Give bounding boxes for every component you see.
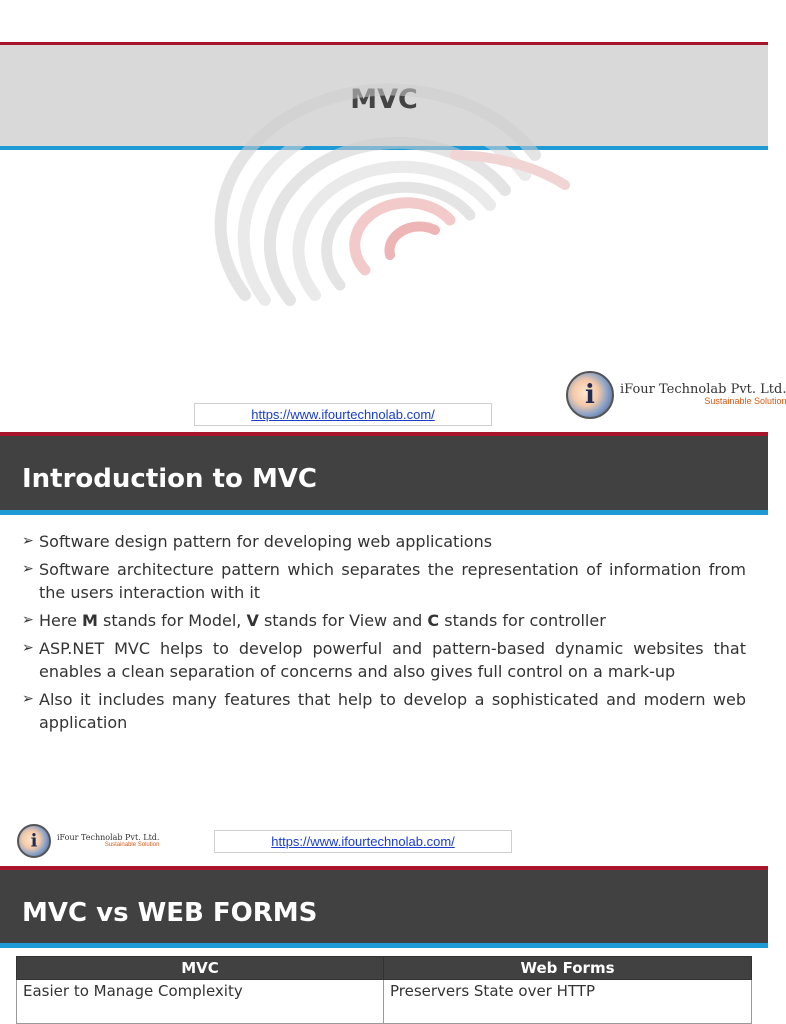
logo-emblem-icon: i (566, 371, 614, 419)
logo-emblem-icon: i (17, 824, 51, 858)
column-header: Web Forms (384, 957, 752, 980)
table-cell: Easier to Manage Complexity (17, 980, 384, 1024)
arrow-bullet-icon: ➢ (22, 561, 34, 577)
slide-header (0, 870, 768, 943)
table-header-row (17, 957, 752, 980)
arrow-bullet-icon: ➢ (22, 640, 34, 656)
slide-heading: Introduction to MVC (22, 464, 318, 494)
logo-name: iFour Technolab Pvt. Ltd. (620, 382, 786, 398)
list-item: ➢ Software design pattern for developing web applications (22, 532, 493, 551)
slide-comparison (0, 866, 768, 1024)
bullet-list (22, 530, 746, 739)
arrow-bullet-icon: ➢ (22, 533, 34, 549)
slide-heading: MVC vs WEB FORMS (22, 898, 318, 928)
table-cell: Preservers State over HTTP (384, 980, 752, 1024)
comparison-table (16, 956, 752, 1024)
arrow-bullet-icon: ➢ (22, 612, 34, 628)
company-logo (17, 822, 160, 860)
website-link[interactable]: https://www.ifourtechnolab.com/ (214, 830, 512, 853)
table-row (17, 980, 752, 1024)
slide-title (0, 0, 786, 432)
list-item: ➢ Software architecture pattern which separates the representation of information from the users interaction with it (22, 560, 746, 602)
website-link[interactable]: https://www.ifourtechnolab.com/ (194, 403, 492, 426)
logo-tagline: Sustainable Solution (704, 396, 786, 407)
slide-introduction (0, 432, 768, 866)
logo-tagline: Sustainable Solution (104, 842, 160, 849)
list-item: ➢ Also it includes many features that help to develop a sophisticated and modern web application (22, 690, 746, 732)
list-item: ➢ ASP.NET MVC helps to develop powerful and pattern-based dynamic websites that enables a clean separation of concerns and also gives full control on a mark-up (22, 639, 746, 681)
column-header: MVC (17, 957, 384, 980)
slide-header (0, 436, 768, 510)
company-logo (566, 368, 786, 422)
blue-divider (0, 510, 768, 515)
arrow-bullet-icon: ➢ (22, 691, 34, 707)
list-item: ➢ Here M stands for Model, V stands for View and C stands for controller (22, 611, 606, 630)
slide-title-text: MVC (350, 84, 418, 115)
blue-divider (0, 943, 768, 948)
maze-watermark-icon (205, 95, 575, 335)
logo-name: iFour Technolab Pvt. Ltd. (57, 832, 160, 842)
